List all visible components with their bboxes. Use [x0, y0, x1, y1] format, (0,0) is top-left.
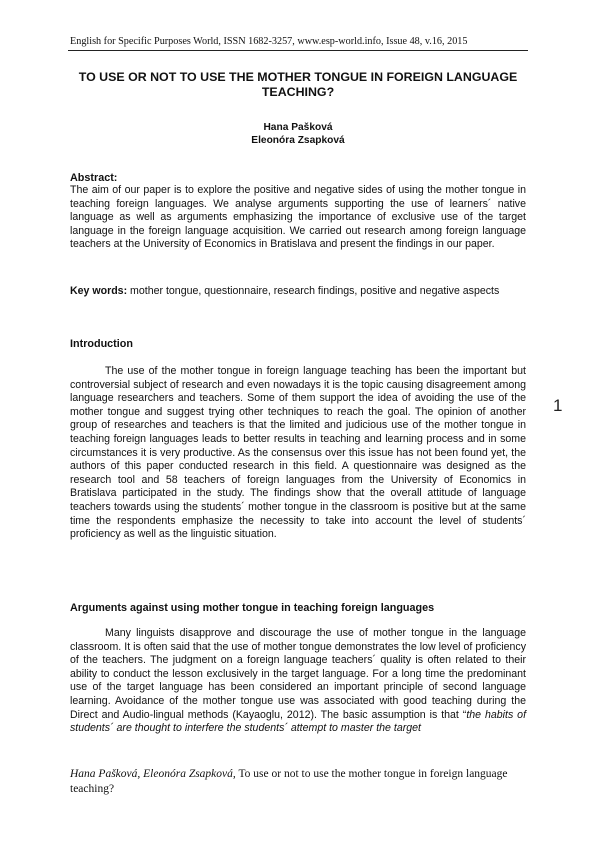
header-divider: [68, 50, 528, 51]
arguments-against-text: [70, 627, 526, 736]
author-name: Eleonóra Zsapková: [251, 135, 345, 146]
running-head: English for Specific Purposes World, ISSN 1682-3257, www.esp-world.info, Issue 48, v.16, 2015: [70, 36, 468, 47]
keywords-label: Key words:: [70, 285, 128, 297]
footer-citation-authors: Hana Pašková, Eleonóra Zsapková,: [70, 768, 236, 780]
keywords-line: [70, 285, 526, 299]
section-heading-arguments-against: Arguments against using mother tongue in teaching foreign languages: [70, 602, 435, 614]
abstract-heading: Abstract:: [70, 172, 118, 184]
footer-citation: [70, 767, 510, 797]
keywords-text: mother tongue, questionnaire, research findings, positive and negative aspects: [127, 285, 500, 297]
arguments-quote: the habits of students´ are thought to interfere the students´ attempt to master the target: [70, 708, 527, 735]
page-number: 1: [553, 396, 563, 415]
article-title: TO USE OR NOT TO USE THE MOTHER TONGUE IN FOREIGN LANGUAGE TEACHING?: [78, 70, 518, 99]
footer-citation-title: To use or not to use the mother tongue in foreign language teaching?: [70, 768, 508, 795]
abstract-text: The aim of our paper is to explore the positive and negative sides of using the mother tongue in teaching foreign languages. We analyse arguments supporting the use of learners´ native language as well as arguments emphasizing the importance of exclusive use of the target language in the foreign language acquisition. We carried out research among foreign language teachers at the University of Economics in Bratislava and present the findings in our paper.: [70, 184, 526, 251]
author-name: Hana Pašková: [263, 122, 333, 133]
section-heading-introduction: Introduction: [70, 338, 133, 350]
arguments-body: Many linguists disapprove and discourage the use of mother tongue in the language classroom. It is often said that the use of mother tongue demonstrates the low level of proficiency of the teachers. The judgment on a foreign language teachers´ quality is often related to their ability to conduct the lesson exclusively in the target language. For a long time the predominant use of the target language has been considered an important principle of second language learning. Avoidance of the mother tongue use was associated with good teaching during the Direct and Audio-lingual methods (Kayaoglu, 2012). The basic assumption is that “: [70, 627, 526, 721]
introduction-text: The use of the mother tongue in foreign language teaching has been the important but controversial subject of research and even nowadays it is the topic causing disagreement among language researchers and teachers. Some of them support the idea of avoiding the use of the mother tongue and suggest trying other techniques to reach the goal. The opinion of another group of researches and teachers is that the limited and judicious use of the mother tongue in teaching foreign languages leads to better results in teaching and learning process and in some circumstances it is very productive. As the consensus over this issue has not been found yet, the authors of this paper conducted research in this field. A questionnaire was designed as the research tool and 58 teachers of foreign languages from the University of Economics in Bratislava participated in the study. The findings show that the overall attitude of language teachers towards using the students´ mother tongue in the classroom is positive but at the same time the respondents emphasize the necessity to take into account the level of students´ proficiency as well as the linguistic situation.: [70, 365, 526, 541]
author-list: [70, 121, 526, 147]
